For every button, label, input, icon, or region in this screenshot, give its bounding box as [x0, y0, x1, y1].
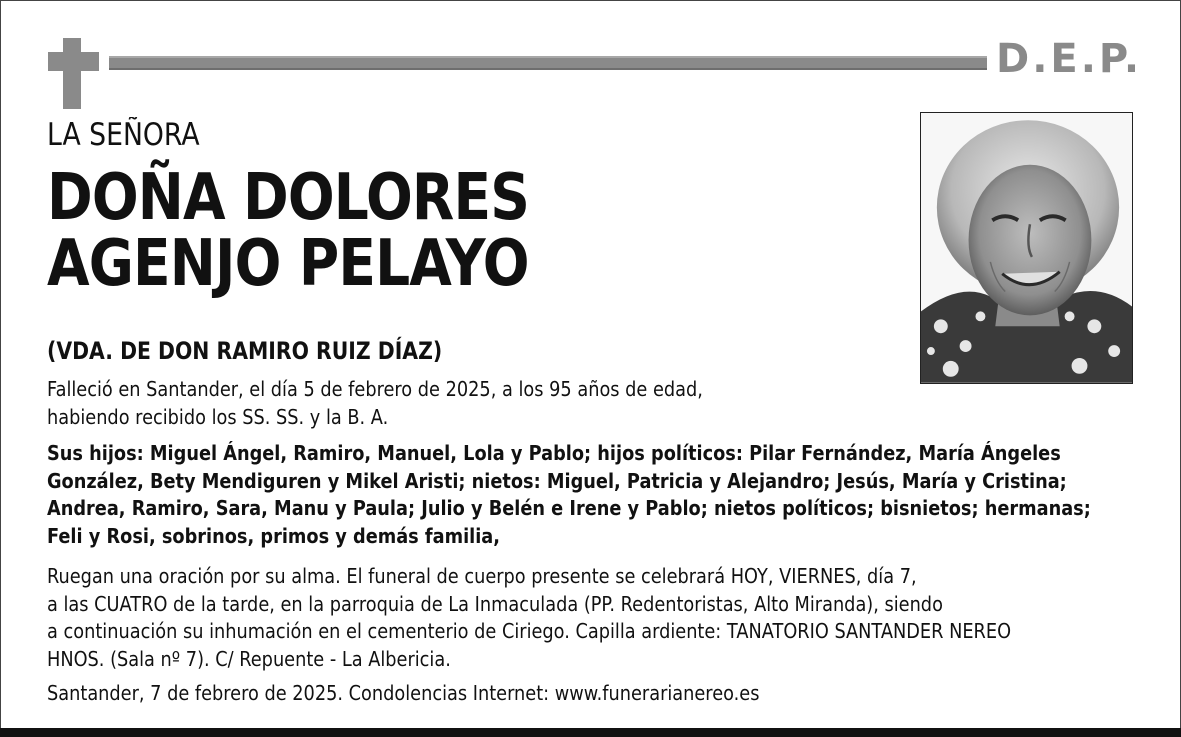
funeral-line: a las CUATRO de la tarde, en la parroquia de La Inmaculada (PP. Redentoristas, Alto Miranda), siendo	[47, 591, 943, 616]
honorific: LA SEÑORA	[47, 117, 200, 153]
deceased-name-line-1: DOÑA DOLORES	[47, 161, 529, 235]
funeral-line: Ruegan una oración por su alma. El funeral de cuerpo presente se celebrará HOY, VIERNES, día 7,	[47, 564, 917, 588]
funeral-line: HNOS. (Sala nº 7). C/ Repuente - La Albericia.	[47, 646, 451, 671]
footer-line: Santander, 7 de febrero de 2025. Condolencias Internet: www.funerarianereo.es	[47, 681, 760, 705]
funeral-details	[47, 563, 1120, 673]
bottom-border	[0, 728, 1181, 737]
family-line: González, Bety Mendiguren y Mikel Aristi; nietos: Miguel, Patricia y Alejandro; Jesús, María y Cristina;	[47, 468, 1067, 493]
dep-label: D.E.P.	[996, 36, 1143, 82]
family-line: Sus hijos: Miguel Ángel, Ramiro, Manuel, Lola y Pablo; hijos políticos: Pilar Fernández, María Ángeles	[47, 441, 1061, 465]
portrait-photo	[920, 112, 1133, 384]
death-notice	[47, 376, 1120, 431]
funeral-line: a continuación su inhumación en el cementerio de Ciriego. Capilla ardiente: TANATORIO SANTANDER NEREO	[47, 619, 1012, 643]
death-notice-line: Falleció en Santander, el día 5 de febrero de 2025, a los 95 años de edad,	[47, 377, 703, 401]
deceased-name	[47, 161, 529, 301]
death-notice-line: habiendo recibido los SS. SS. y la B. A.	[47, 404, 389, 429]
widow-of: (VDA. DE DON RAMIRO RUIZ DÍAZ)	[47, 337, 443, 365]
family-list	[47, 440, 1120, 550]
header-rule	[109, 56, 987, 70]
family-line: Andrea, Ramiro, Sara, Manu y Paula; Julio y Belén e Irene y Pablo; nietos políticos; bisnietos; hermanas;	[47, 496, 1091, 520]
deceased-name-line-2: AGENJO PELAYO	[47, 227, 529, 301]
family-line: Feli y Rosi, sobrinos, primos y demás familia,	[47, 523, 501, 548]
